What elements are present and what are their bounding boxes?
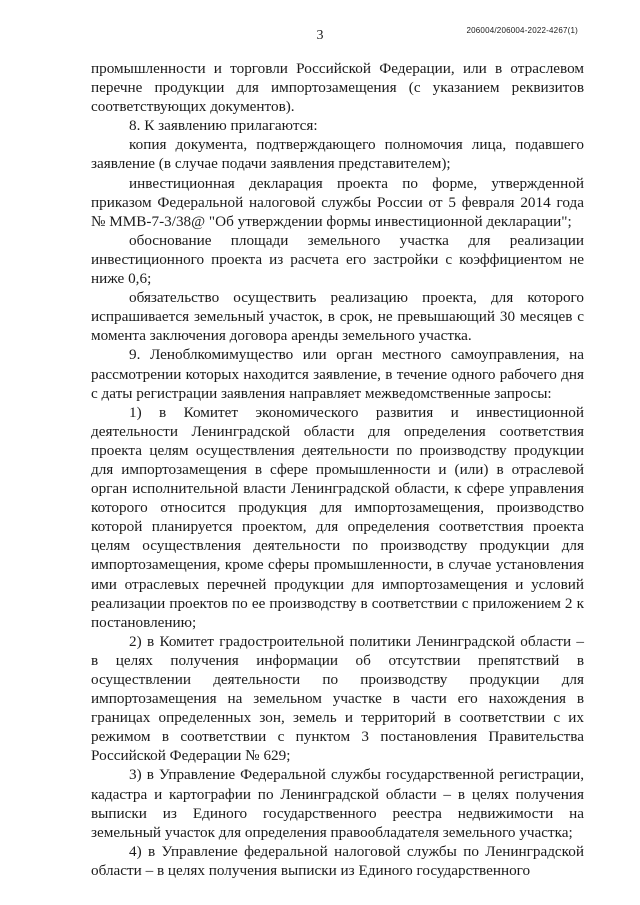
document-body [91,59,584,880]
paragraph-continuation: промышленности и торговли Российской Федерации, или в отраслевом перечне продукции для импортозамещения (с указанием реквизитов соответствующих документов). [91,60,584,116]
paragraph-attachment-obligation: обязательство осуществить реализацию проекта, для которого испрашивается земельный участок, в срок, не превышающий 30 месяцев с момента заключения договора аренды земельного участка. [91,289,584,345]
paragraph-attachment-area: обоснование площади земельного участка для реализации инвестиционного проекта из расчета его застройки с коэффициентом не ниже 0,6; [91,231,584,288]
paragraph-request-1: 1) в Комитет экономического развития и инвестиционной деятельности Ленинградской области для определения соответствия проекта целям осуществления деятельности по производству продукции для импортозамещения в сфере промышленности и (или) в отраслевой орган исполнительной власти Ленинградской области, к сфере управления которого относится продукция для импортозамещения, производство которой планируется проектом, для определения соответствия проекта целям осуществления деятельности по производству продукции для импортозамещения, кроме сферы промышленности, в случае установления ими отраслевых перечней продукции для импортозамещения и условий реализации проектов по ее производству в соответствии с приложением 2 к постановлению; [91,403,584,631]
paragraph-request-4: 4) в Управление федеральной налоговой службы по Ленинградской области – в целях получения выписки из Единого государственного [91,842,584,879]
page-number: 3 [316,28,324,43]
paragraph-attachment-copy: копия документа, подтверждающего полномочия лица, подавшего заявление (в случае подачи заявления представителем); [91,136,584,173]
paragraph-attachment-declaration: инвестиционная декларация проекта по форме, утвержденной приказом Федеральной налоговой службы России от 5 февраля 2014 года № ММВ-7-3/38@ "Об утверждении формы инвестиционной декларации"; [91,174,584,230]
paragraph-item-8: 8. К заявлению прилагаются: [129,117,318,135]
paragraph-request-3: 3) в Управление Федеральной службы государственной регистрации, кадастра и картографии по Ленинградской области – в целях получения выписки из Единого государственного реестра недвижимости на земельный участок для определения правообладателя земельного участка; [91,766,584,841]
document-id: 206004/206004-2022-4267(1) [466,26,578,35]
paragraph-request-2: 2) в Комитет градостроительной политики Ленинградской области – в целях получения информации об отсутствии препятствий в осуществлении деятельности по производству продукции для импортозамещения на земельном участке в части его нахождения в границах определенных зон, земель и территорий в соответствии с их режимом в соответствии с пунктом 3 постановления Правительства Российской Федерации № 629; [91,632,584,765]
paragraph-item-9: 9. Леноблкомимущество или орган местного самоуправления, на рассмотрении которых находится заявление, в течение одного рабочего дня с даты регистрации заявления направляет межведомственные запросы: [91,346,584,402]
